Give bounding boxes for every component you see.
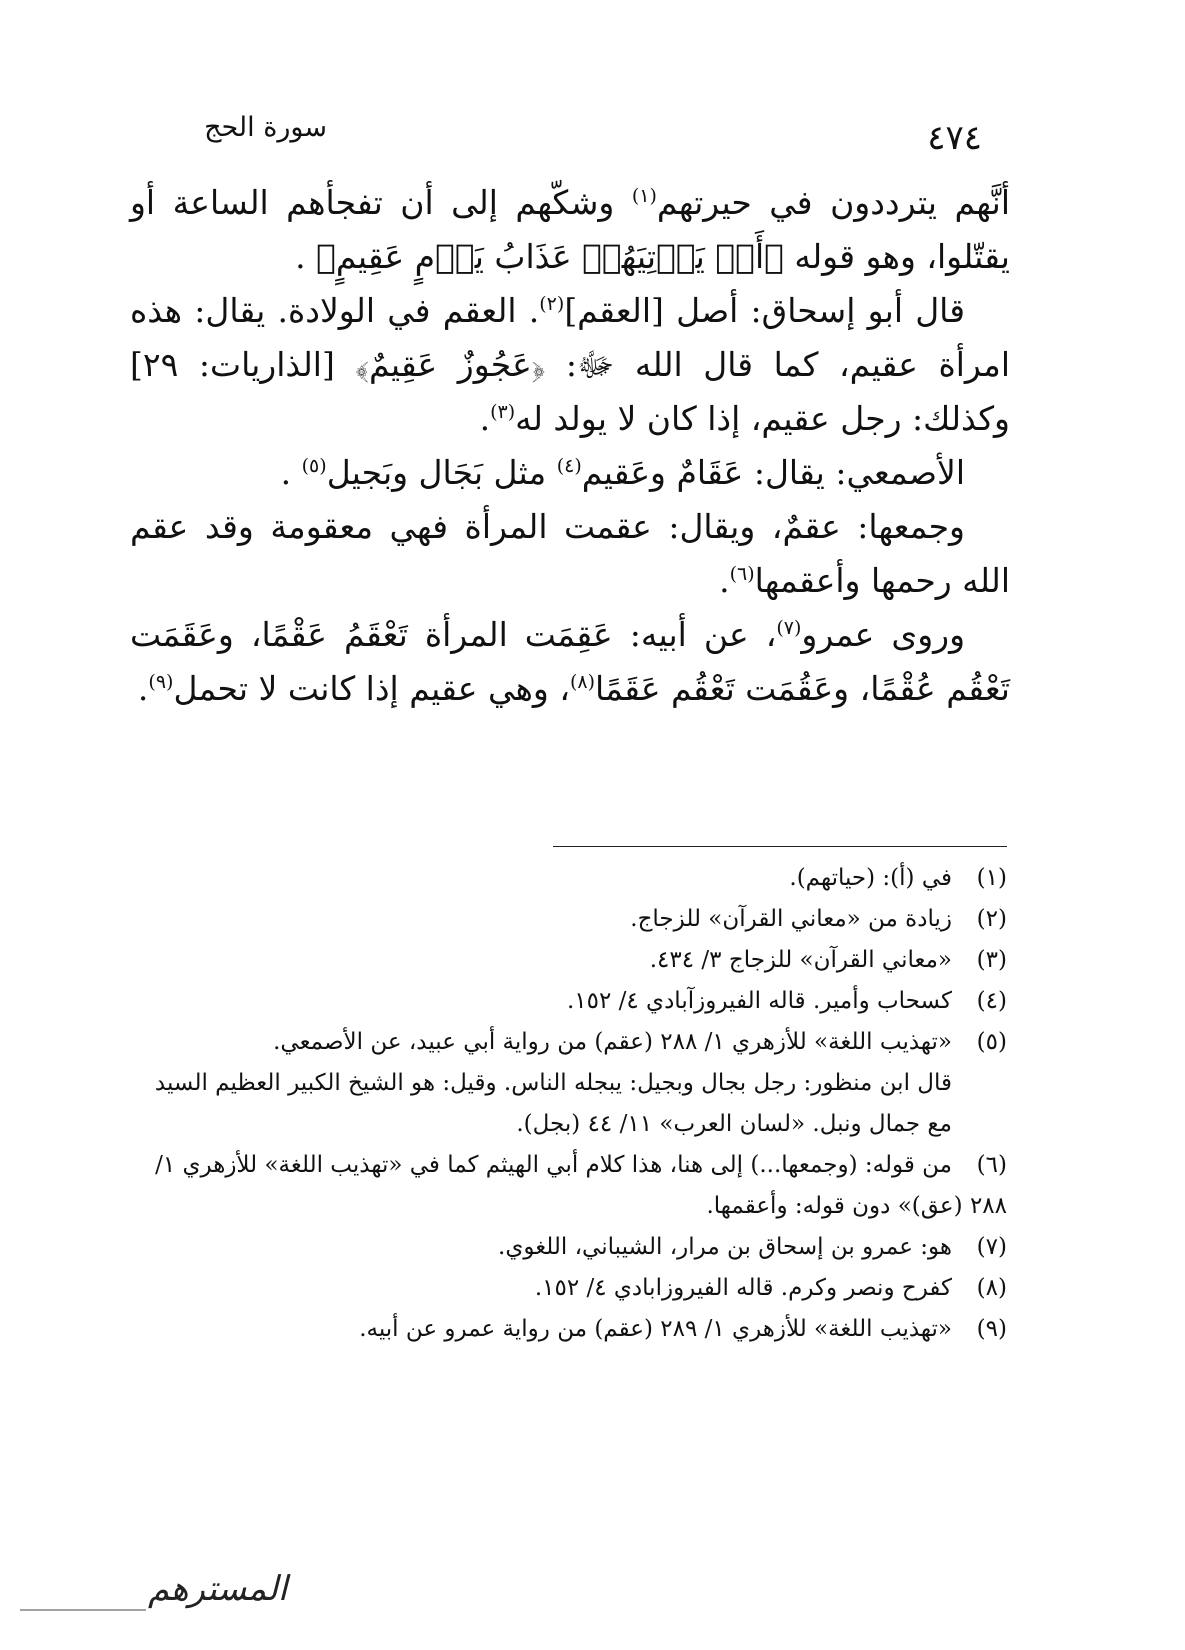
footnote-text: في (أ): (حياتهم). [789,865,952,891]
footnote-text: من قوله: (وجمعها...) إلى هنا، هذا كلام أبي الهيثم كما في «تهذيب اللغة» للأزهري ١/ ٢٨٨ (عق)» دون قوله: وأعقمها. [155,1152,1007,1219]
footnote-7 [127,1227,1007,1268]
footnote-1 [127,858,1007,899]
footnote-number: (٢) [976,906,1007,932]
footnote-ref: (٨) [569,671,596,693]
paragraph-1 [130,176,1010,284]
footnotes [127,858,1007,1350]
footnote-number: (٦) [976,1152,1007,1178]
footnote-5 [127,1022,1007,1063]
text-run: قال أبو إسحاق: أصل [العقم] [564,291,966,330]
footnote-number: (٧) [976,1234,1007,1260]
footnote-2 [127,899,1007,940]
text-run: أنَّهم يترددون في حيرتهم [656,183,1010,222]
almostafa-logo-icon [8,1558,288,1628]
footnote-5-continuation: قال ابن منظور: رجل بجال وبجيل: يبجله الناس. وقيل: هو الشيخ الكبير العظيم السيد مع جمال ونبل. «لسان العرب» ١١/ ٤٤ (بجل). [154,1070,952,1137]
footnote-4 [127,981,1007,1022]
footnote-text: زيادة من «معاني القرآن» للزجاج. [630,906,952,932]
header-title: سورة الحج [204,112,327,143]
footnote-number: (٣) [976,947,1007,973]
footnote-ref: (٤) [556,455,582,477]
text-run: مثل بَجَال وبَجيل [326,453,557,492]
text-run: . [137,669,149,708]
footnote-3 [127,940,1007,981]
footnote-number: (٨) [976,1275,1007,1301]
footnote-text: «تهذيب اللغة» للأزهري ١/ ٢٨٩ (عقم) من رواية عمرو عن أبيه. [359,1316,952,1342]
footnote-ref: (٦) [729,563,755,585]
footnote-ref: (٥) [301,455,327,477]
text-run: . [479,399,491,438]
text-run: ، عن أبيه: عَقِمَت المرأة تَعْقَمُ عَقْمًا، وعَقَمَت تَعْقُم عُقْمًا، وعَقُمَت تَعْقُم عَقَمًا [130,615,1010,708]
footnote-text: «تهذيب اللغة» للأزهري ١/ ٢٨٨ (عقم) من رواية أبي عبيد، عن الأصمعي. [273,1029,952,1055]
footnote-ref: (١) [631,185,657,207]
footnote-number: (٩) [976,1316,1007,1342]
footnote-text: كفرح ونصر وكرم. قاله الفيروزابادي ٤/ ١٥٢. [534,1275,952,1301]
footnote-number: (١) [976,865,1007,891]
text-run: ، وهي عقيم إذا كانت لا تحمل [173,669,570,708]
paragraph-3 [130,446,1010,500]
footnote-ref: (٩) [148,671,174,693]
logo-lettering: المسترهم [148,1569,288,1609]
paragraph-4 [130,500,1010,608]
text-run: . العقم في الولادة. يقال: هذه امرأة عقيم، كما قال الله ﷻ: ﴿عَجُوزٌ عَقِيمٌ﴾ [الذاريات: ٢٩] وكذلك: رجل عقيم، إذا كان لا يولد له [130,291,1010,438]
text-run: وشكّهم إلى أن تفجأهم الساعة أو يقتّلوا، وهو قوله ﴿أَوۡ يَأۡتِيَهُمۡ عَذَابُ يَوۡمٍ عَقِيمٍ﴾ . [130,183,1010,276]
footnote-text: «معاني القرآن» للزجاج ٣/ ٤٣٤. [649,947,952,973]
text-run: . [280,453,302,492]
footnote-ref: (٢) [539,293,565,315]
text-run: . [719,561,730,600]
text-run: وروى عمرو [801,615,966,654]
footnote-ref: (٧) [776,617,802,639]
paragraph-5 [130,608,1010,716]
footnote-9 [127,1309,1007,1350]
footnote-text: هو: عمرو بن إسحاق بن مرار، الشيباني، اللغوي. [498,1234,952,1260]
page-number: ٤٧٤ [927,118,982,158]
footnote-8 [127,1268,1007,1309]
footnote-ref: (٣) [490,401,516,423]
footnote-divider [553,846,1007,847]
text-run: الأصمعي: يقال: عَقَامٌ وعَقيم [581,453,965,492]
main-text [130,176,1010,716]
footnote-text: كسحاب وأمير. قاله الفيروزآبادي ٤/ ١٥٢. [566,988,952,1014]
footnote-number: (٤) [976,988,1007,1014]
footnote-6 [127,1145,1007,1227]
paragraph-2 [130,284,1010,446]
footnote-number: (٥) [976,1029,1007,1055]
text-run: وجمعها: عقمٌ، ويقال: عقمت المرأة فهي معقومة وقد عقم الله رحمها وأعقمها [130,507,1010,600]
